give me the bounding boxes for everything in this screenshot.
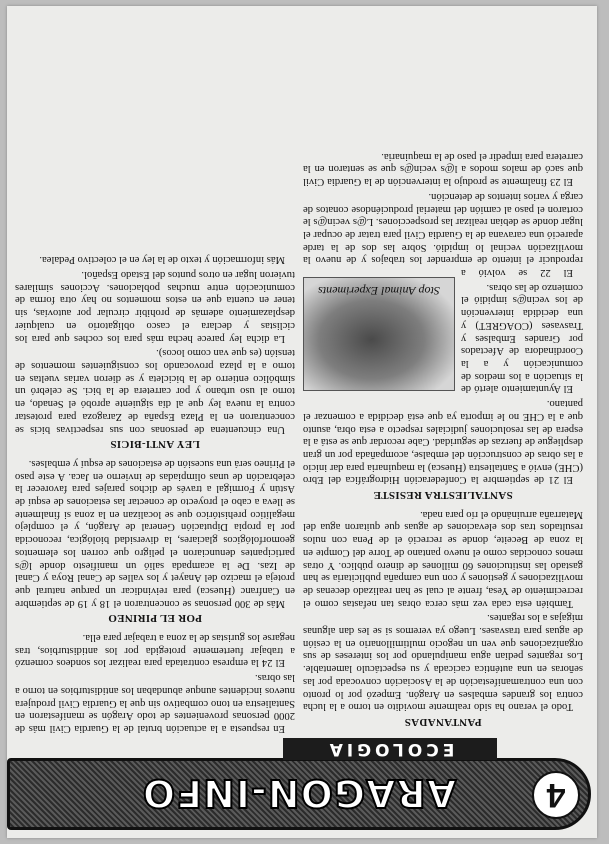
section-label: ECOLOGIA (283, 738, 497, 760)
newsletter-title: ARAGON-INFO (141, 771, 457, 815)
article-paragraph: También esta cada vez más cerca obras tan nefastas como el recrecimiento de Yesa, frente al cual se han realizado decenas de movilizaciones y gestiones y con una campaña publicitaria se han gastado las instituciones 60 millones de dinero público. Y otras menos conocidas como el nuevo pantano de Torre del Compte en la zona de Beceite, donde se recreció el de Pena con nulos resultados tras dos elevaciones de aguas que quitaron agua del Matarraña arruinándo el río para nada. (303, 508, 583, 609)
article-photo (303, 277, 455, 391)
photo-caption: Stop Animal Experiments (318, 284, 440, 299)
article-heading-santaliestra: SANTALIESTRA RESISTE (373, 489, 513, 502)
article-heading-antibicis: LEY ANTI-BICIS (110, 438, 200, 451)
header-banner (7, 758, 591, 830)
article-paragraph: En respuesta a la actuación brutal de la Guardia Civil más de 2000 personas provenientes de todo Aragón se manifestaron en Santaliestra en tono combativo sin que la Guardia Civil produjera nuevos incidentes aunque abundaban los antidisturbios en torno a las obras. (15, 672, 295, 734)
article-paragraph: El 22 se volvió a reproducir el intento de emprender los trabajos y de nuevo la movilización vecinal lo impidió. Sobre las dos de la tarde apareció una caravana de la Guardia Civil para tratar de ocupar el lugar donde se debían realizar las prospecciones. L@s vecin@s le cortaron el paso al camión del material produciéndose conatos de carga y varios intentos de detención. (303, 190, 583, 279)
article-paragraph: El 23 finalmente se produjo la intervención de la Guardia Civil que sacó de malos modos a l@s vecin@s que se sentaron en la carretera para impedir el paso de la maquinaria. (303, 150, 583, 188)
article-paragraph: El 24 la empresa contratada para realizar los sondeos comenzó a trabajar fuertemente protegida por los antidisturbios, tras negarse los guristas de la zona a trabajar para ella. (15, 632, 295, 669)
article-heading-pantanadas: PANTANADAS (404, 716, 482, 728)
left-column (303, 19, 583, 734)
article-paragraph: Más información y texto de la ley en el colectivo Pedalea. (39, 254, 285, 266)
article-paragraph: El 21 de septiembre la Confederación Hidrográfica del Ebro (CHE) envió a Santaliestra (Huesca) la maquinaria para dar inicio a las obras de construcción del embalse, acompañada por un gran despliegue de fuerzas de seguridad. Cabe recordar que se está a la espera de las resoluciones judiciales respecto a esta obra, asunto que a la CHE no le importa ya que está decidida a comenzar el pantano. (303, 398, 583, 486)
article-paragraph: El Ayuntamiento alertó de la situación a los medios de comunicación y a la Coordinadora de Afectados por Grandes Embalses y Trasvases (COAGRET) y una decidida intervención de los vecin@s impidió el comienzo de las obras. (461, 281, 583, 395)
page-number: 4 (532, 771, 580, 819)
article-heading-pirineo: POR EL PIRINEO (107, 612, 203, 625)
article-paragraph: Todo el verano ha sido realmente movidito en torno a la lucha contra los grandes embalses en Aragón. Empezó por lo pronto con una contramanifestación de la Asociación convocada por las señoras en una auténtica cacicada y su espectáculo lamentable. Los regantes pedían agua manipulando por los intereses de sus organizaciones que ven un negocio multimillonario en la cesión de aguas para trasvases. Luego ya veremos si se les dan algunas migajas a los regantes. (303, 612, 583, 713)
newsletter-sheet (7, 6, 597, 838)
right-column (15, 19, 295, 734)
article-paragraph: Más de 300 personas se concentraron el 18 y 19 de septiembre en Canfranc (Huesca) para reivindicar un parque natural que proteja el macizo del Anayet y los valles de Canal Roya y Canal de Izas. De la acampada salió un manifiesto donde l@s participantes denunciaron el peligro que corren los elementos geomorfológicos glaciares, la diversidad biológica, reconocida por la propia Diputación General de Aragón, y el complejo megalítico prehistórico que se localizan en la zona si finalmente se lleva a cabo el proyecto de conectar las estaciones de esquí de Astún y Formigal a través de dichos parajes para favorecer la celebración de unas olimpiadas de invierno en Jaca. A este paso el Pirineo será una sucesión de estaciones de esquí y embalses. (15, 457, 295, 609)
article-paragraph: Una cincuentena de personas con sus respectivas bicis se concentraron en la Plaza España de Zaragoza para protestar contra la nueva ley que al día siguiente aprobó el Senado, en torno al uso urbano y por carretera de la bici. Se celebró un simbólico entierro de la bicicleta y se dieron varias vueltas en torno a la plaza provocando los consiguientes momentos de tensión (es que van como locos). (15, 347, 295, 435)
article-paragraph: La dicha ley parece hecha más para los coches que para los ciclistas y declara el casco obligatorio en cualquier desplazamiento además de prohibir circular por autovías, sin tener en cuenta que en estos momentos no hay otra forma de comunicación entre muchas poblaciones. Acciones similares tuvieron lugar en otros puntos del Estado Español. (15, 269, 295, 344)
